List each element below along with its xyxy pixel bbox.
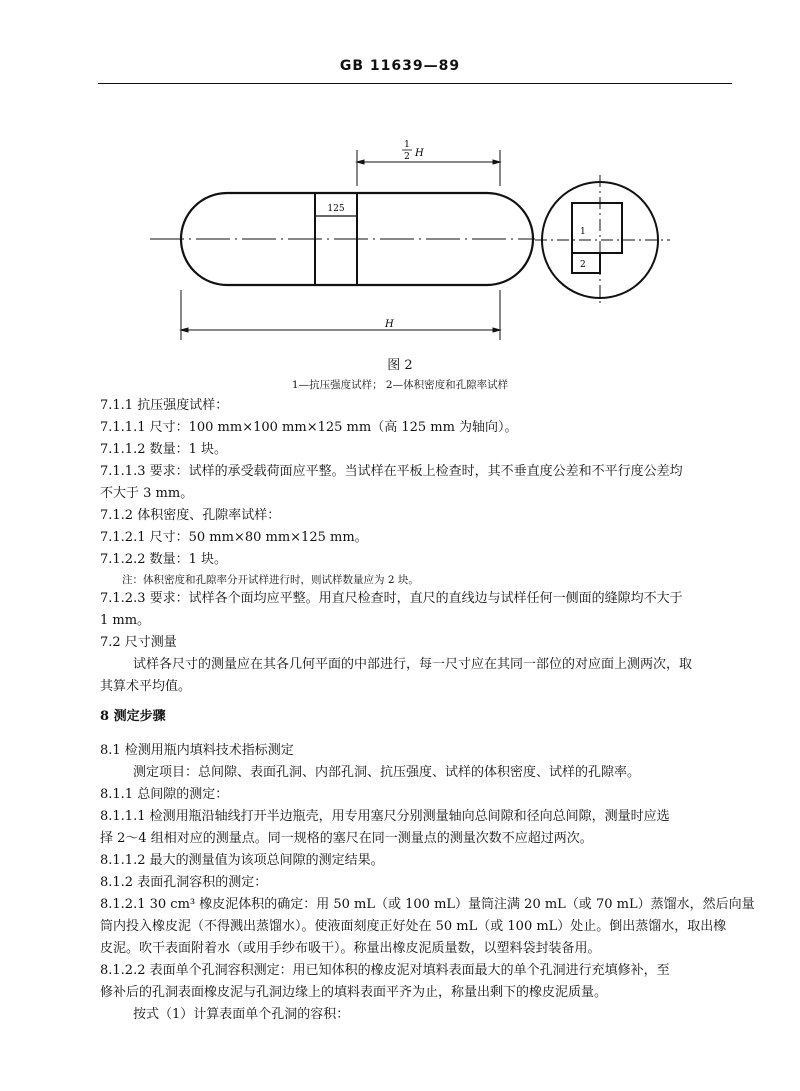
cross-section-label-1: 1 [580,227,586,237]
clause-8-1-1-1-cont: 择 2～4 组相对应的测量点。同一规格的塞尺在同一测量点的测量次数不应超过两次。 [100,831,593,846]
clause-7-1-2: 7.1.2 体积密度、孔隙率试样： [100,508,281,523]
dim-bottom-label: H [385,319,394,330]
section-8-heading: 8 测定步骤 [100,709,166,724]
clause-7-1-2-3: 7.1.2.3 要求：试样各个面均应平整。用直尺检查时，直尺的直线边与试样任何一侧面的缝隙均不大于 [100,591,683,606]
clause-8-1-2-1: 8.1.2.1 30 cm³ 橡皮泥体积的确定：用 50 mL（或 100 mL）量筒注满 20 mL（或 70 mL）蒸馏水，然后向量 [100,897,755,912]
specimen-figure [0,0,800,400]
clause-7-2: 7.2 尺寸测量 [100,635,177,650]
clause-8-1-2-2: 8.1.2.2 表面单个孔洞容积测定：用已知体积的橡皮泥对填料表面最大的单个孔洞进行充填修补，至 [100,963,670,978]
clause-7-1-1-3-cont: 不大于 3 mm。 [100,486,194,501]
clause-8-1-1-1: 8.1.1.1 检测用瓶沿轴线打开半边瓶壳，用专用塞尺分别测量轴向总间隙和径向总间隙，测量时应选 [100,809,670,824]
standard-number-header: GB 11639—89 [339,58,461,74]
clause-8-1: 8.1 检测用瓶内填料技术指标测定 [100,743,294,758]
clause-8-1-2-1-cont: 筒内投入橡皮泥（不得溅出蒸馏水）。使液面刻度正好处在 50 mL（或 100 mL）处止。倒出蒸馏水，取出橡 [100,919,727,934]
clause-7-1-1-2: 7.1.1.2 数量：1 块。 [100,442,228,457]
clause-7-2-text-cont: 其算术平均值。 [100,679,192,694]
clause-7-1-1: 7.1.1 抗压强度试样： [100,398,229,413]
clause-7-1-1-1: 7.1.1.1 尺寸：100 mm×100 mm×125 mm（高 125 mm 为轴向）。 [100,420,518,435]
clause-7-1-1-3: 7.1.1.3 要求：试样的承受载荷面应平整。当试样在平板上检查时，其不垂直度公差和不平行度公差均 [100,464,683,479]
dim-top-label: H [415,148,424,159]
cross-section-specimen-2 [572,253,600,273]
clause-7-2-text: 试样各尺寸的测量应在其各几何平面的中部进行，每一尺寸应在其同一部位的对应面上测两次，取 [133,657,693,672]
figure-caption: 1—抗压强度试样； 2—体积密度和孔隙率试样 [291,379,509,391]
clause-8-1-1: 8.1.1 总间隙的测定： [100,787,229,802]
half-h-dimension [357,150,500,186]
dim-fraction-numerator: 1 [404,140,410,150]
formula-intro: 按式（1）计算表面单个孔洞的容积： [133,1007,350,1022]
dim-fraction-denominator: 2 [404,152,410,162]
cross-section-label-2: 2 [580,260,586,270]
h-dimension [181,290,500,340]
clause-7-1-2-1: 7.1.2.1 尺寸：50 mm×80 mm×125 mm。 [100,530,368,545]
clause-7-1-2-2: 7.1.2.2 数量：1 块。 [100,552,228,567]
clause-8-1-1-2: 8.1.1.2 最大的测量值为该项总间隙的测定结果。 [100,853,384,868]
clause-8-1-2-1-cont2: 皮泥。吹干表面附着水（或用手纱布吸干）。称量出橡皮泥质量数，以塑料袋封装备用。 [100,941,601,956]
clause-8-1-2: 8.1.2 表面孔洞容积的测定： [100,875,268,890]
specimen-dimension-label: 125 [327,204,345,214]
clause-8-1-2-2-cont: 修补后的孔洞表面橡皮泥与孔洞边缘上的填料表面平齐为止，称量出剩下的橡皮泥质量。 [100,985,608,1000]
figure-title: 图 2 [387,358,413,373]
note: 注：体积密度和孔隙率分开试样进行时，则试样数量应为 2 块。 [122,574,419,586]
clause-8-1-text: 测定项目：总间隙、表面孔洞、内部孔洞、抗压强度、试样的体积密度、试样的孔隙率。 [133,765,641,780]
clause-7-1-2-3-cont: 1 mm。 [100,613,151,628]
